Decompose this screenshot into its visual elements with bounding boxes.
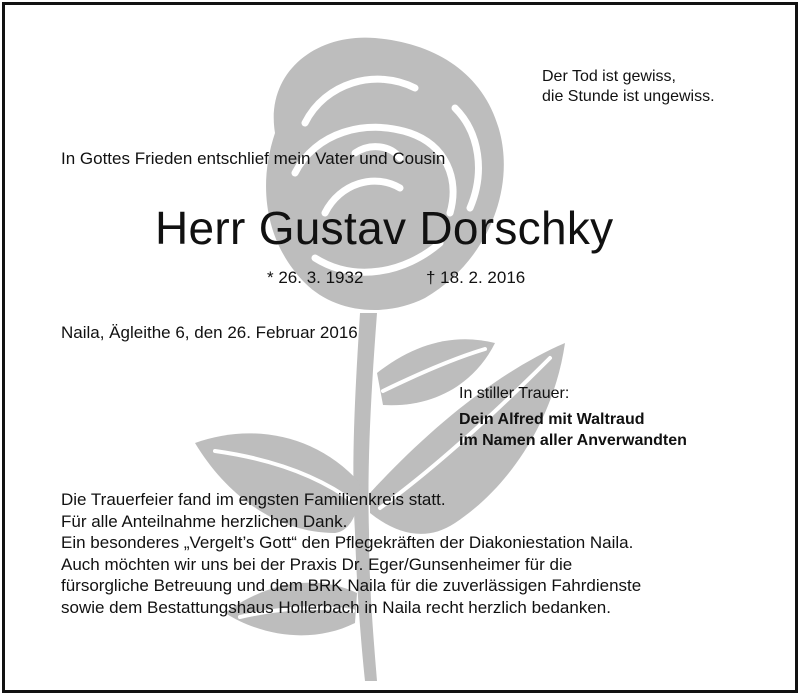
closing-line: Für alle Anteilnahme herzlichen Dank.: [61, 511, 348, 531]
birth-date: * 26. 3. 1932: [267, 268, 364, 287]
closing-line: sowie dem Bestattungshaus Hollerbach in Naila recht herzlich bedanken.: [61, 597, 611, 617]
closing-text: [61, 489, 641, 618]
closing-line: fürsorgliche Betreuung und dem BRK Naila für die zuverlässigen Fahrdienste: [61, 576, 642, 595]
deceased-name: Herr Gustav Dorschky: [155, 202, 614, 254]
mourners-label: In stiller Trauer:: [459, 385, 570, 402]
obituary-notice: [2, 2, 798, 693]
motto-line: die Stunde ist ungewiss.: [542, 88, 715, 105]
motto-quote: [542, 67, 715, 107]
intro-text: In Gottes Frieden entschlief mein Vater und Cousin: [61, 149, 446, 168]
death-date: † 18. 2. 2016: [426, 268, 526, 287]
closing-line: Auch möchten wir uns bei der Praxis Dr. Eger/Gunsenheimer für die: [61, 554, 573, 574]
mourners-relatives: im Namen aller Anverwandten: [459, 432, 687, 449]
closing-line: Ein besonderes „Vergelt’s Gott“ den Pflegekräften der Diakoniestation Naila.: [61, 533, 634, 552]
motto-line: Der Tod ist gewiss,: [542, 68, 676, 85]
mourners-name: Dein Alfred mit Waltraud: [459, 411, 645, 428]
closing-line: Die Trauerfeier fand im engsten Familienkreis statt.: [61, 490, 446, 509]
place-and-date: Naila, Ägleithe 6, den 26. Februar 2016: [61, 323, 358, 342]
